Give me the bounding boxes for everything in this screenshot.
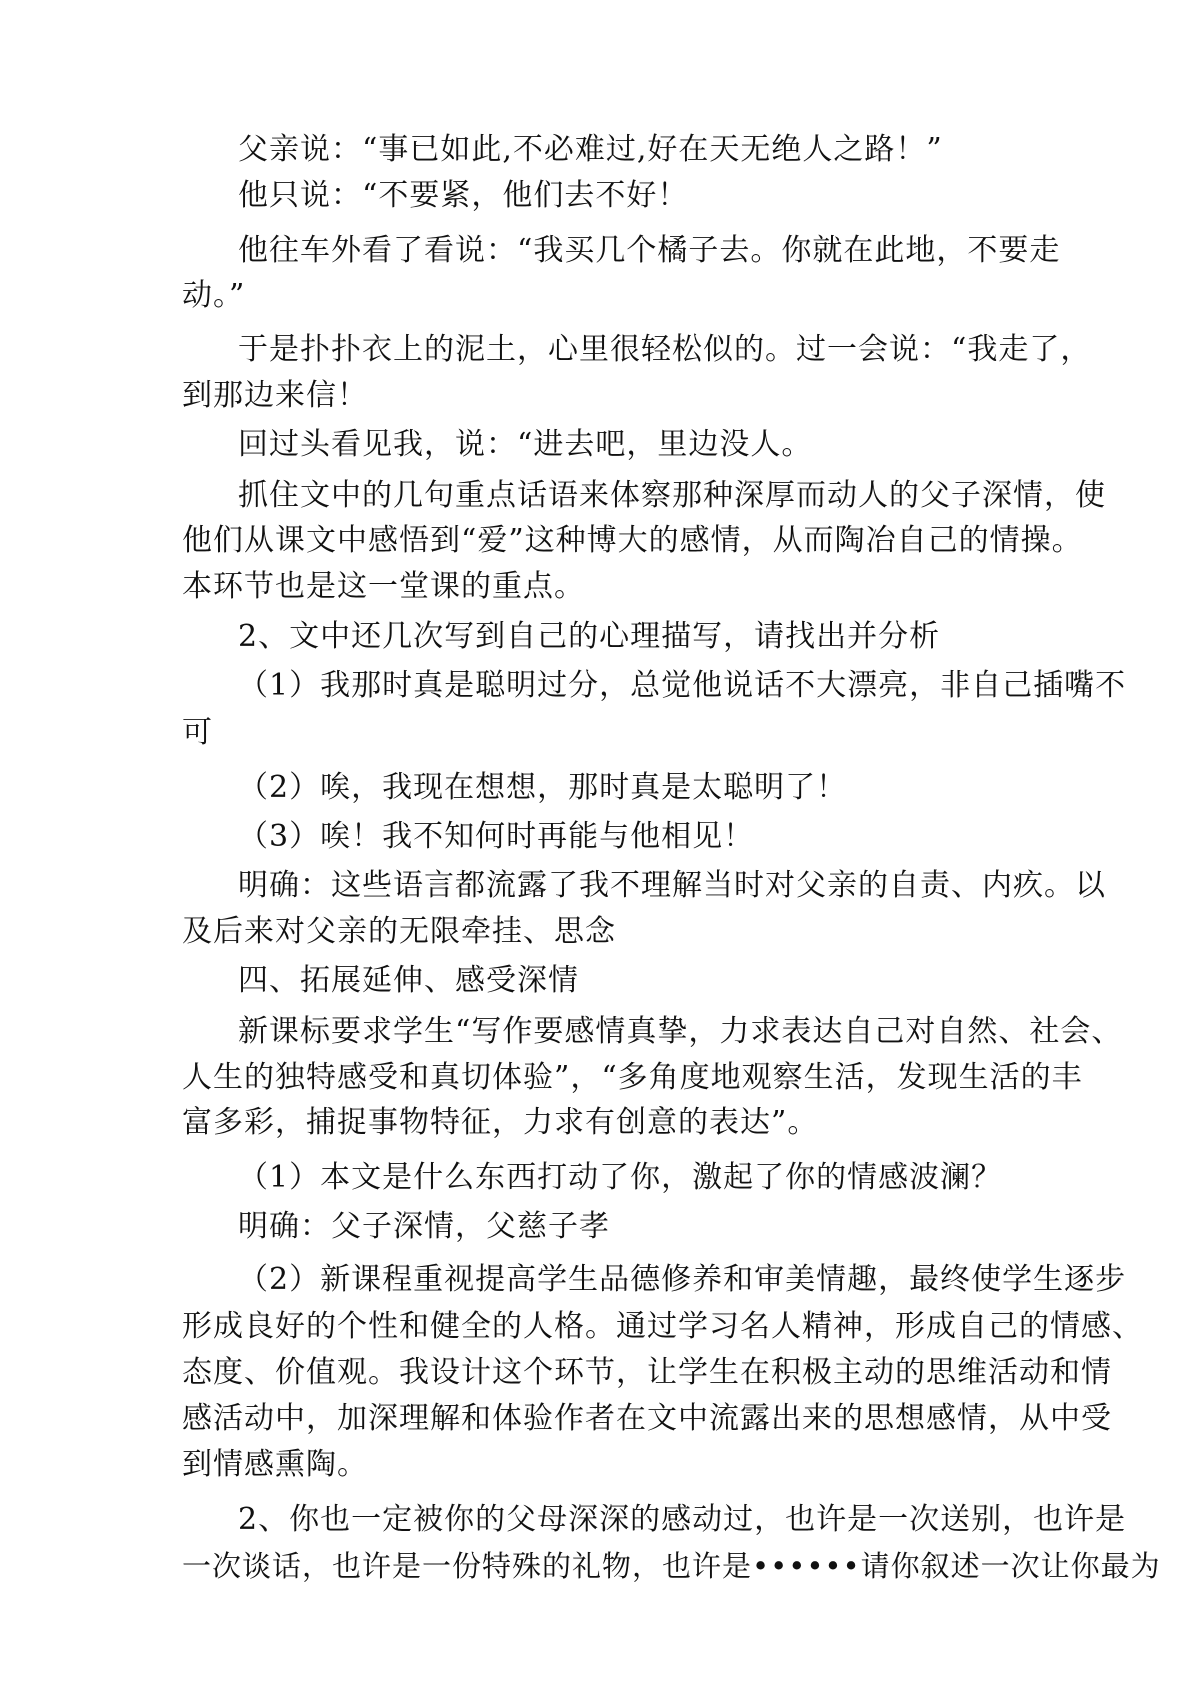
text-line-2: 他只说：“不要紧，他们去不好！: [238, 178, 689, 213]
text-line-17: 及后来对父亲的无限牵挂、思念: [182, 914, 616, 949]
text-line-22: （1）本文是什么东西打动了你，激起了你的情感波澜？: [238, 1160, 1003, 1195]
text-line-12: （1）我那时真是聪明过分，总觉他说话不大漂亮，非自己插嘴不: [238, 668, 1127, 703]
text-line-23: 明确：父子深情，父慈子孝: [238, 1209, 610, 1244]
text-line-21: 富多彩，捕捉事物特征，力求有创意的表达”。: [182, 1105, 819, 1140]
text-line-30: 一次谈话，也许是一份特殊的礼物，也许是••••••请你叙述一次让你最为: [182, 1549, 1161, 1583]
text-line-4: 动。”: [182, 278, 246, 313]
text-line-5: 于是扑扑衣上的泥土，心里很轻松似的。过一会说：“我走了，: [238, 332, 1092, 367]
text-line-28: 到情感熏陶。: [182, 1447, 368, 1482]
text-line-27: 感活动中，加深理解和体验作者在文中流露出来的思想感情，从中受: [182, 1401, 1112, 1436]
text-line-16: 明确：这些语言都流露了我不理解当时对父亲的自责、内疚。以: [238, 868, 1106, 903]
text-line-13: 可: [182, 715, 213, 750]
section-heading: 四、拓展延伸、感受深情: [238, 963, 579, 998]
text-line-29: 2、你也一定被你的父母深深的感动过，也许是一次送别，也许是: [238, 1502, 1127, 1537]
text-line-26: 态度、价值观。我设计这个环节，让学生在积极主动的思维活动和情: [182, 1355, 1112, 1390]
text-line-8: 抓住文中的几句重点话语来体察那种深厚而动人的父子深情，使: [238, 478, 1106, 513]
text-line-19: 新课标要求学生“写作要感情真挚，力求表达自己对自然、社会、: [238, 1014, 1123, 1049]
text-line-10: 本环节也是这一堂课的重点。: [182, 569, 585, 604]
text-line-25: 形成良好的个性和健全的人格。通过学习名人精神，形成自己的情感、: [182, 1309, 1143, 1344]
text-line-7: 回过头看见我，说：“进去吧，里边没人。: [238, 427, 813, 462]
text-line-15: （3）唉！我不知何时再能与他相见！: [238, 819, 755, 854]
text-line-6: 到那边来信！: [182, 378, 368, 413]
text-line-20: 人生的独特感受和真切体验”，“多角度地观察生活，发现生活的丰: [182, 1060, 1083, 1095]
text-line-24: （2）新课程重视提高学生品德修养和审美情趣，最终使学生逐步: [238, 1262, 1127, 1297]
text-line-3: 他往车外看了看说：“我买几个橘子去。你就在此地，不要走: [238, 233, 1061, 268]
text-line-11: 2、文中还几次写到自己的心理描写，请找出并分析: [238, 619, 941, 654]
text-line-9: 他们从课文中感悟到“爱”这种博大的感情，从而陶冶自己的情操。: [182, 523, 1083, 558]
text-line-14: （2）唉，我现在想想，那时真是太聪明了！: [238, 770, 848, 805]
text-line-1: 父亲说：“事已如此,不必难过,好在天无绝人之路！”: [238, 132, 943, 167]
